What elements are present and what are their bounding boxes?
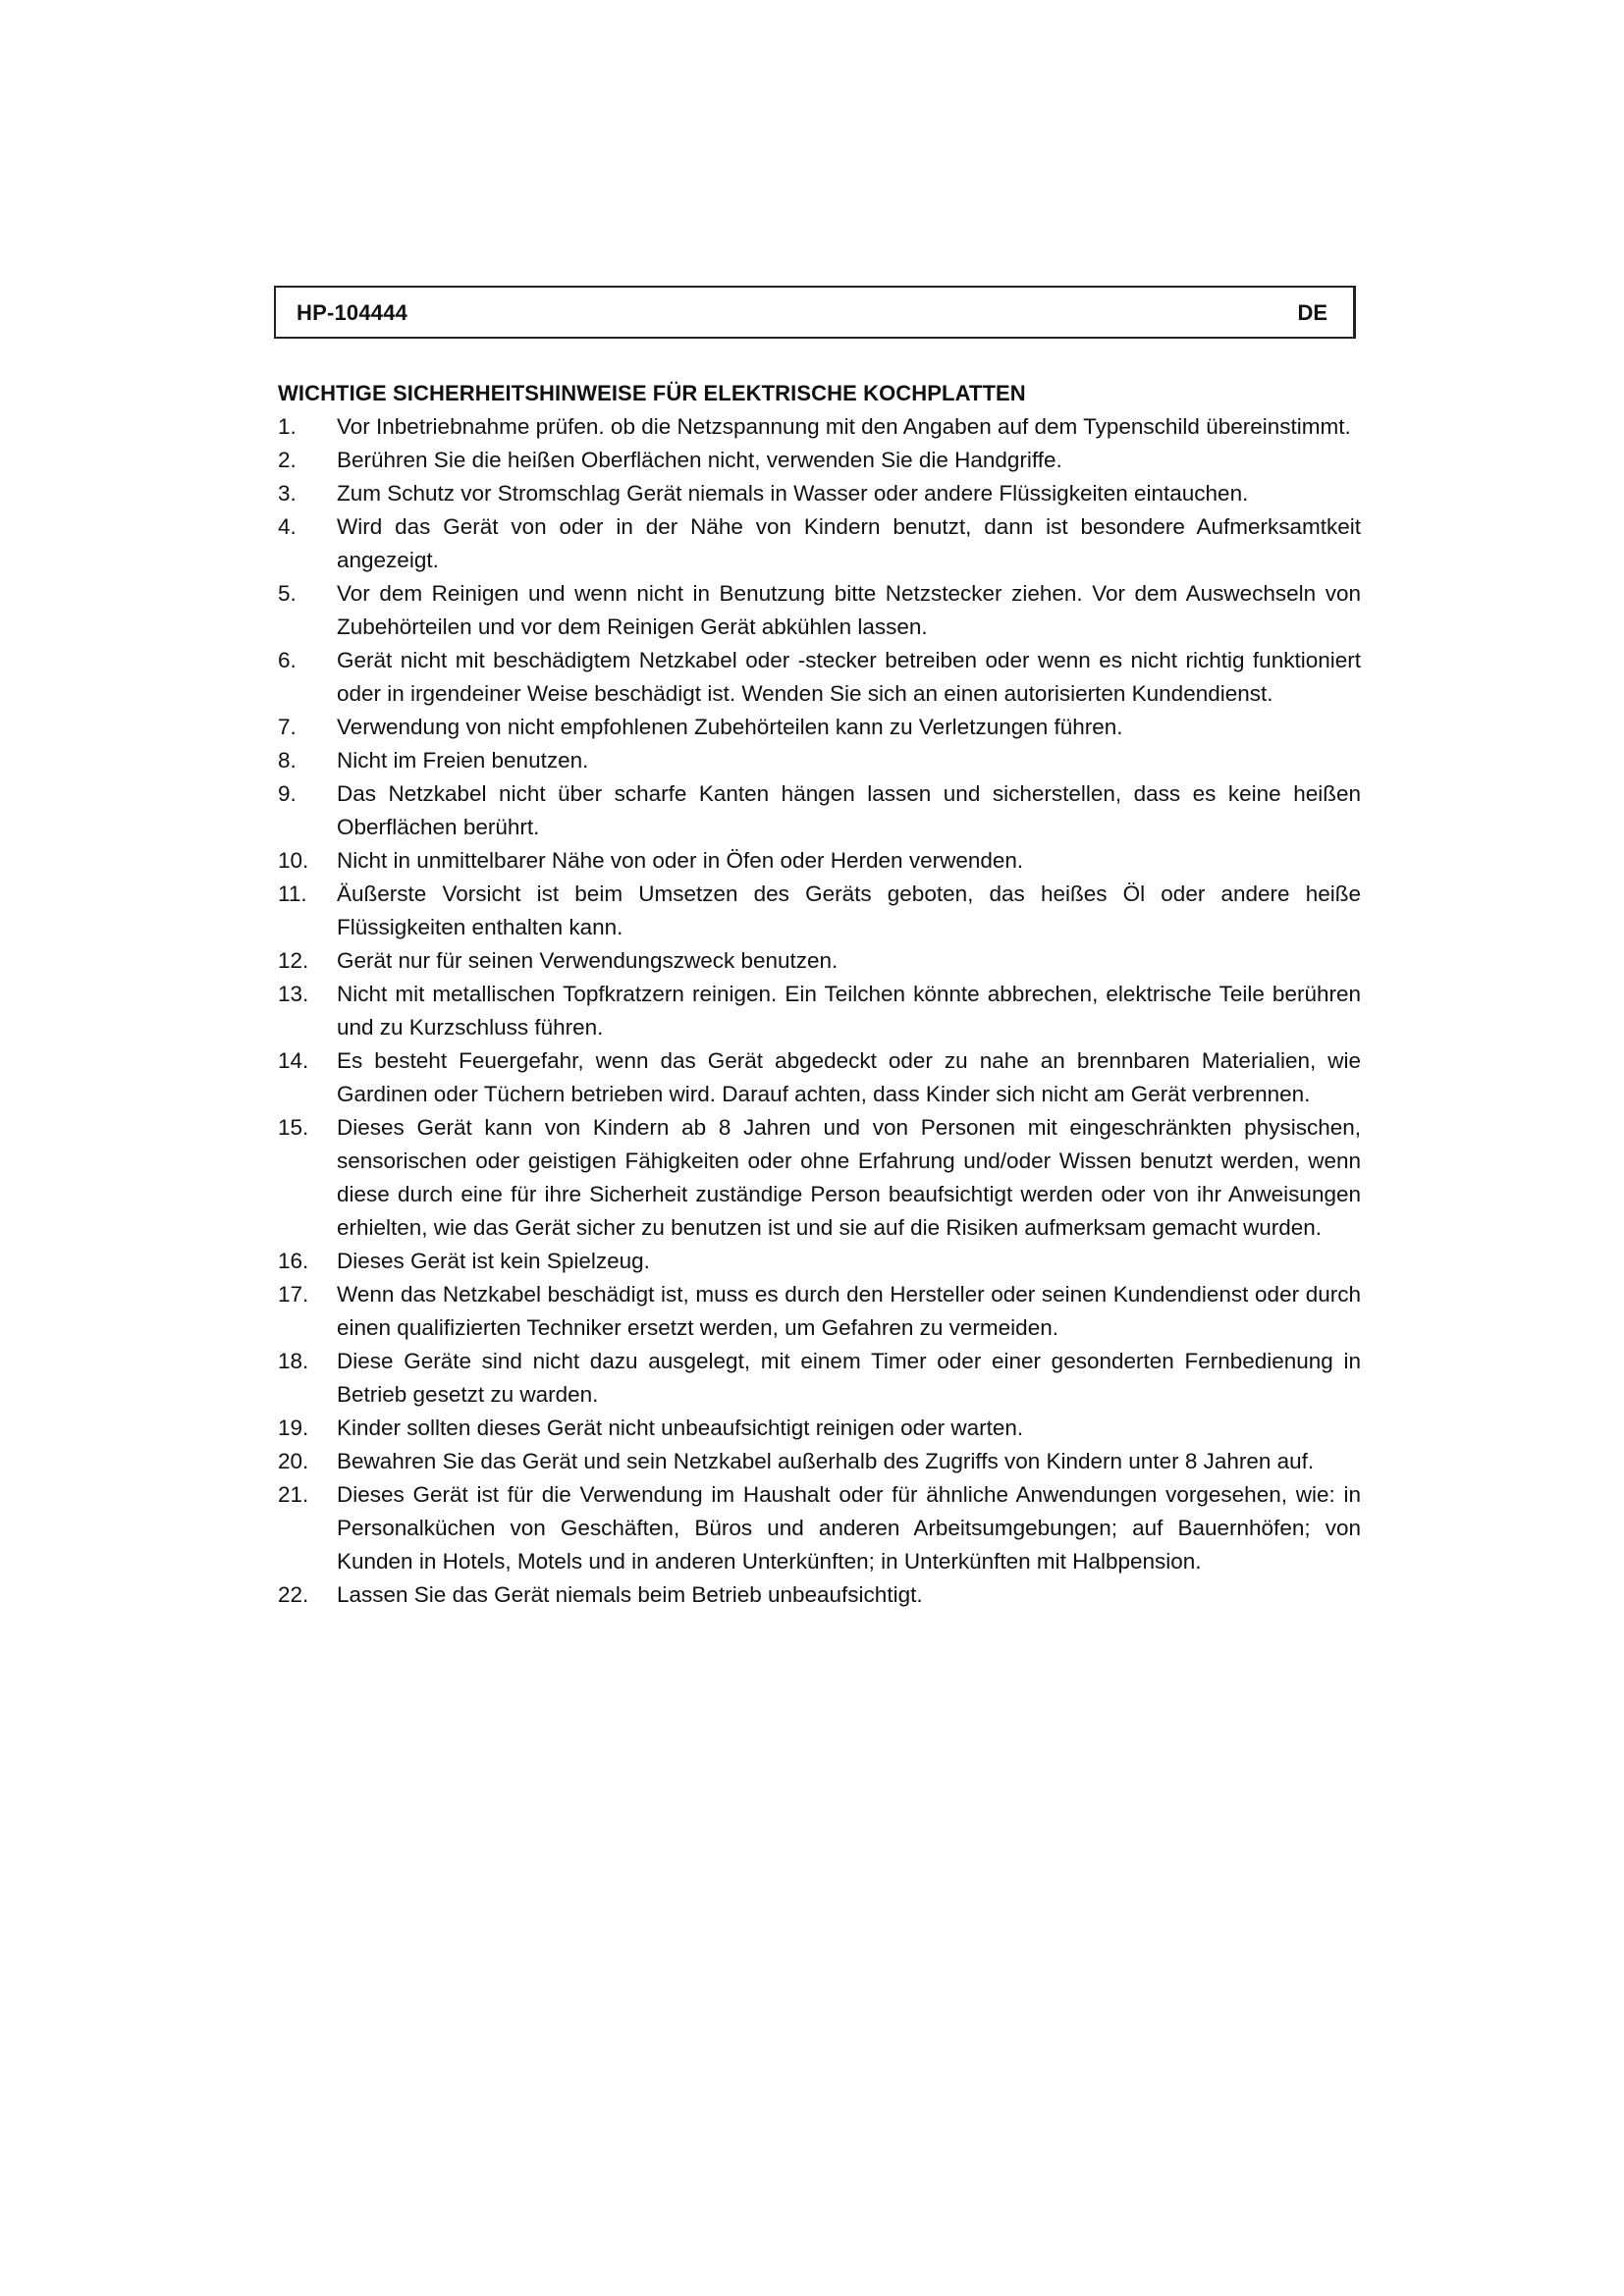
item-number: 12.	[278, 948, 309, 973]
item-text: Gerät nicht mit beschädigtem Netzkabel oder -stecker betreiben oder wenn es nicht richtig funktioniert oder in irgendeiner Weise beschädigt ist. Wenden Sie sich an einen autorisierten Kundendienst.	[337, 648, 1361, 706]
section-title: WICHTIGE SICHERHEITSHINWEISE FÜR ELEKTRISCHE KOCHPLATTEN	[278, 381, 1026, 405]
list-item	[278, 577, 1361, 644]
list-item	[278, 1278, 1361, 1345]
item-text: Wird das Gerät von oder in der Nähe von Kindern benutzt, dann ist besondere Aufmerksamtkeit angezeigt.	[337, 514, 1361, 572]
item-number: 14.	[278, 1048, 309, 1073]
item-text: Kinder sollten dieses Gerät nicht unbeaufsichtigt reinigen oder warten.	[337, 1415, 1024, 1440]
item-number: 15.	[278, 1115, 309, 1140]
item-number: 9.	[278, 781, 297, 806]
item-number: 6.	[278, 648, 297, 672]
item-text: Gerät nur für seinen Verwendungszweck benutzen.	[337, 948, 839, 973]
item-text: Dieses Gerät ist kein Spielzeug.	[337, 1249, 650, 1273]
list-item	[278, 1345, 1361, 1412]
document-header	[274, 286, 1356, 339]
list-item	[278, 777, 1361, 844]
item-text: Lassen Sie das Gerät niemals beim Betrieb unbeaufsichtigt.	[337, 1582, 923, 1607]
item-number: 2.	[278, 448, 297, 472]
item-text: Dieses Gerät kann von Kindern ab 8 Jahren und von Personen mit eingeschränkten physischen, sensorischen oder geistigen Fähigkeiten oder ohne Erfahrung und/oder Wissen benutzt werden, wenn diese durch eine für ihre Sicherheit zuständige Person beaufsichtigt werden oder von ihr Anweisungen erhielten, wie das Gerät sicher zu benutzen ist und sie auf die Risiken aufmerksam gemacht wurden.	[337, 1115, 1361, 1240]
item-number: 19.	[278, 1415, 309, 1440]
item-number: 11.	[278, 881, 307, 906]
item-text: Nicht mit metallischen Topfkratzern reinigen. Ein Teilchen könnte abbrechen, elektrische Teile berühren und zu Kurzschluss führen.	[337, 982, 1361, 1040]
list-item	[278, 1412, 1361, 1445]
model-code: HP-104444	[297, 300, 408, 325]
item-number: 10.	[278, 848, 309, 873]
item-number: 22.	[278, 1582, 309, 1607]
item-text: Diese Geräte sind nicht dazu ausgelegt, mit einem Timer oder einer gesonderten Fernbedienung in Betrieb gesetzt zu warden.	[337, 1349, 1361, 1407]
list-item	[278, 878, 1361, 944]
item-number: 1.	[278, 414, 297, 439]
list-item	[278, 477, 1361, 510]
list-item	[278, 1245, 1361, 1278]
item-number: 3.	[278, 481, 297, 506]
item-text: Nicht im Freien benutzen.	[337, 748, 589, 773]
list-item	[278, 444, 1361, 477]
safety-instructions-list	[278, 410, 1361, 1612]
item-number: 8.	[278, 748, 297, 773]
item-number: 21.	[278, 1482, 309, 1507]
language-code: DE	[1297, 300, 1327, 325]
item-number: 18.	[278, 1349, 309, 1373]
item-text: Das Netzkabel nicht über scharfe Kanten hängen lassen und sicherstellen, dass es keine heißen Oberflächen berührt.	[337, 781, 1361, 839]
list-item	[278, 510, 1361, 577]
list-item	[278, 944, 1361, 978]
item-text: Verwendung von nicht empfohlenen Zubehörteilen kann zu Verletzungen führen.	[337, 715, 1123, 739]
item-text: Äußerste Vorsicht ist beim Umsetzen des Geräts geboten, das heißes Öl oder andere heiße Flüssigkeiten enthalten kann.	[337, 881, 1361, 939]
list-item	[278, 1445, 1361, 1478]
list-item	[278, 644, 1361, 711]
item-text: Vor dem Reinigen und wenn nicht in Benutzung bitte Netzstecker ziehen. Vor dem Auswechseln von Zubehörteilen und vor dem Reinigen Gerät abkühlen lassen.	[337, 581, 1361, 639]
item-number: 7.	[278, 715, 297, 739]
item-text: Zum Schutz vor Stromschlag Gerät niemals in Wasser oder andere Flüssigkeiten eintauchen.	[337, 481, 1249, 506]
item-text: Wenn das Netzkabel beschädigt ist, muss es durch den Hersteller oder seinen Kundendienst oder durch einen qualifizierten Techniker ersetzt werden, um Gefahren zu vermeiden.	[337, 1282, 1361, 1340]
item-number: 16.	[278, 1249, 309, 1273]
list-item	[278, 410, 1361, 444]
item-text: Es besteht Feuergefahr, wenn das Gerät abgedeckt oder zu nahe an brennbaren Materialien, wie Gardinen oder Tüchern betrieben wird. Darauf achten, dass Kinder sich nicht am Gerät verbrennen.	[337, 1048, 1361, 1106]
item-number: 4.	[278, 514, 297, 539]
list-item	[278, 1578, 1361, 1612]
item-text: Nicht in unmittelbarer Nähe von oder in Öfen oder Herden verwenden.	[337, 848, 1024, 873]
item-text: Dieses Gerät ist für die Verwendung im Haushalt oder für ähnliche Anwendungen vorgesehen, wie: in Personalküchen von Geschäften, Büros und anderen Arbeitsumgebungen; auf Bauernhöfen; von Kunden in Hotels, Motels und in anderen Unterkünften; in Unterkünften mit Halbpension.	[337, 1482, 1361, 1574]
item-text: Bewahren Sie das Gerät und sein Netzkabel außerhalb des Zugriffs von Kindern unter 8 Jahren auf.	[337, 1449, 1315, 1473]
item-number: 13.	[278, 982, 309, 1006]
item-number: 20.	[278, 1449, 309, 1473]
list-item	[278, 711, 1361, 744]
list-item	[278, 744, 1361, 777]
item-text: Vor Inbetriebnahme prüfen. ob die Netzspannung mit den Angaben auf dem Typenschild übereinstimmt.	[337, 414, 1351, 439]
item-number: 17.	[278, 1282, 309, 1307]
item-text: Berühren Sie die heißen Oberflächen nicht, verwenden Sie die Handgriffe.	[337, 448, 1062, 472]
list-item	[278, 1044, 1361, 1111]
list-item	[278, 978, 1361, 1044]
list-item	[278, 1111, 1361, 1245]
list-item	[278, 1478, 1361, 1578]
item-number: 5.	[278, 581, 297, 606]
list-item	[278, 844, 1361, 878]
